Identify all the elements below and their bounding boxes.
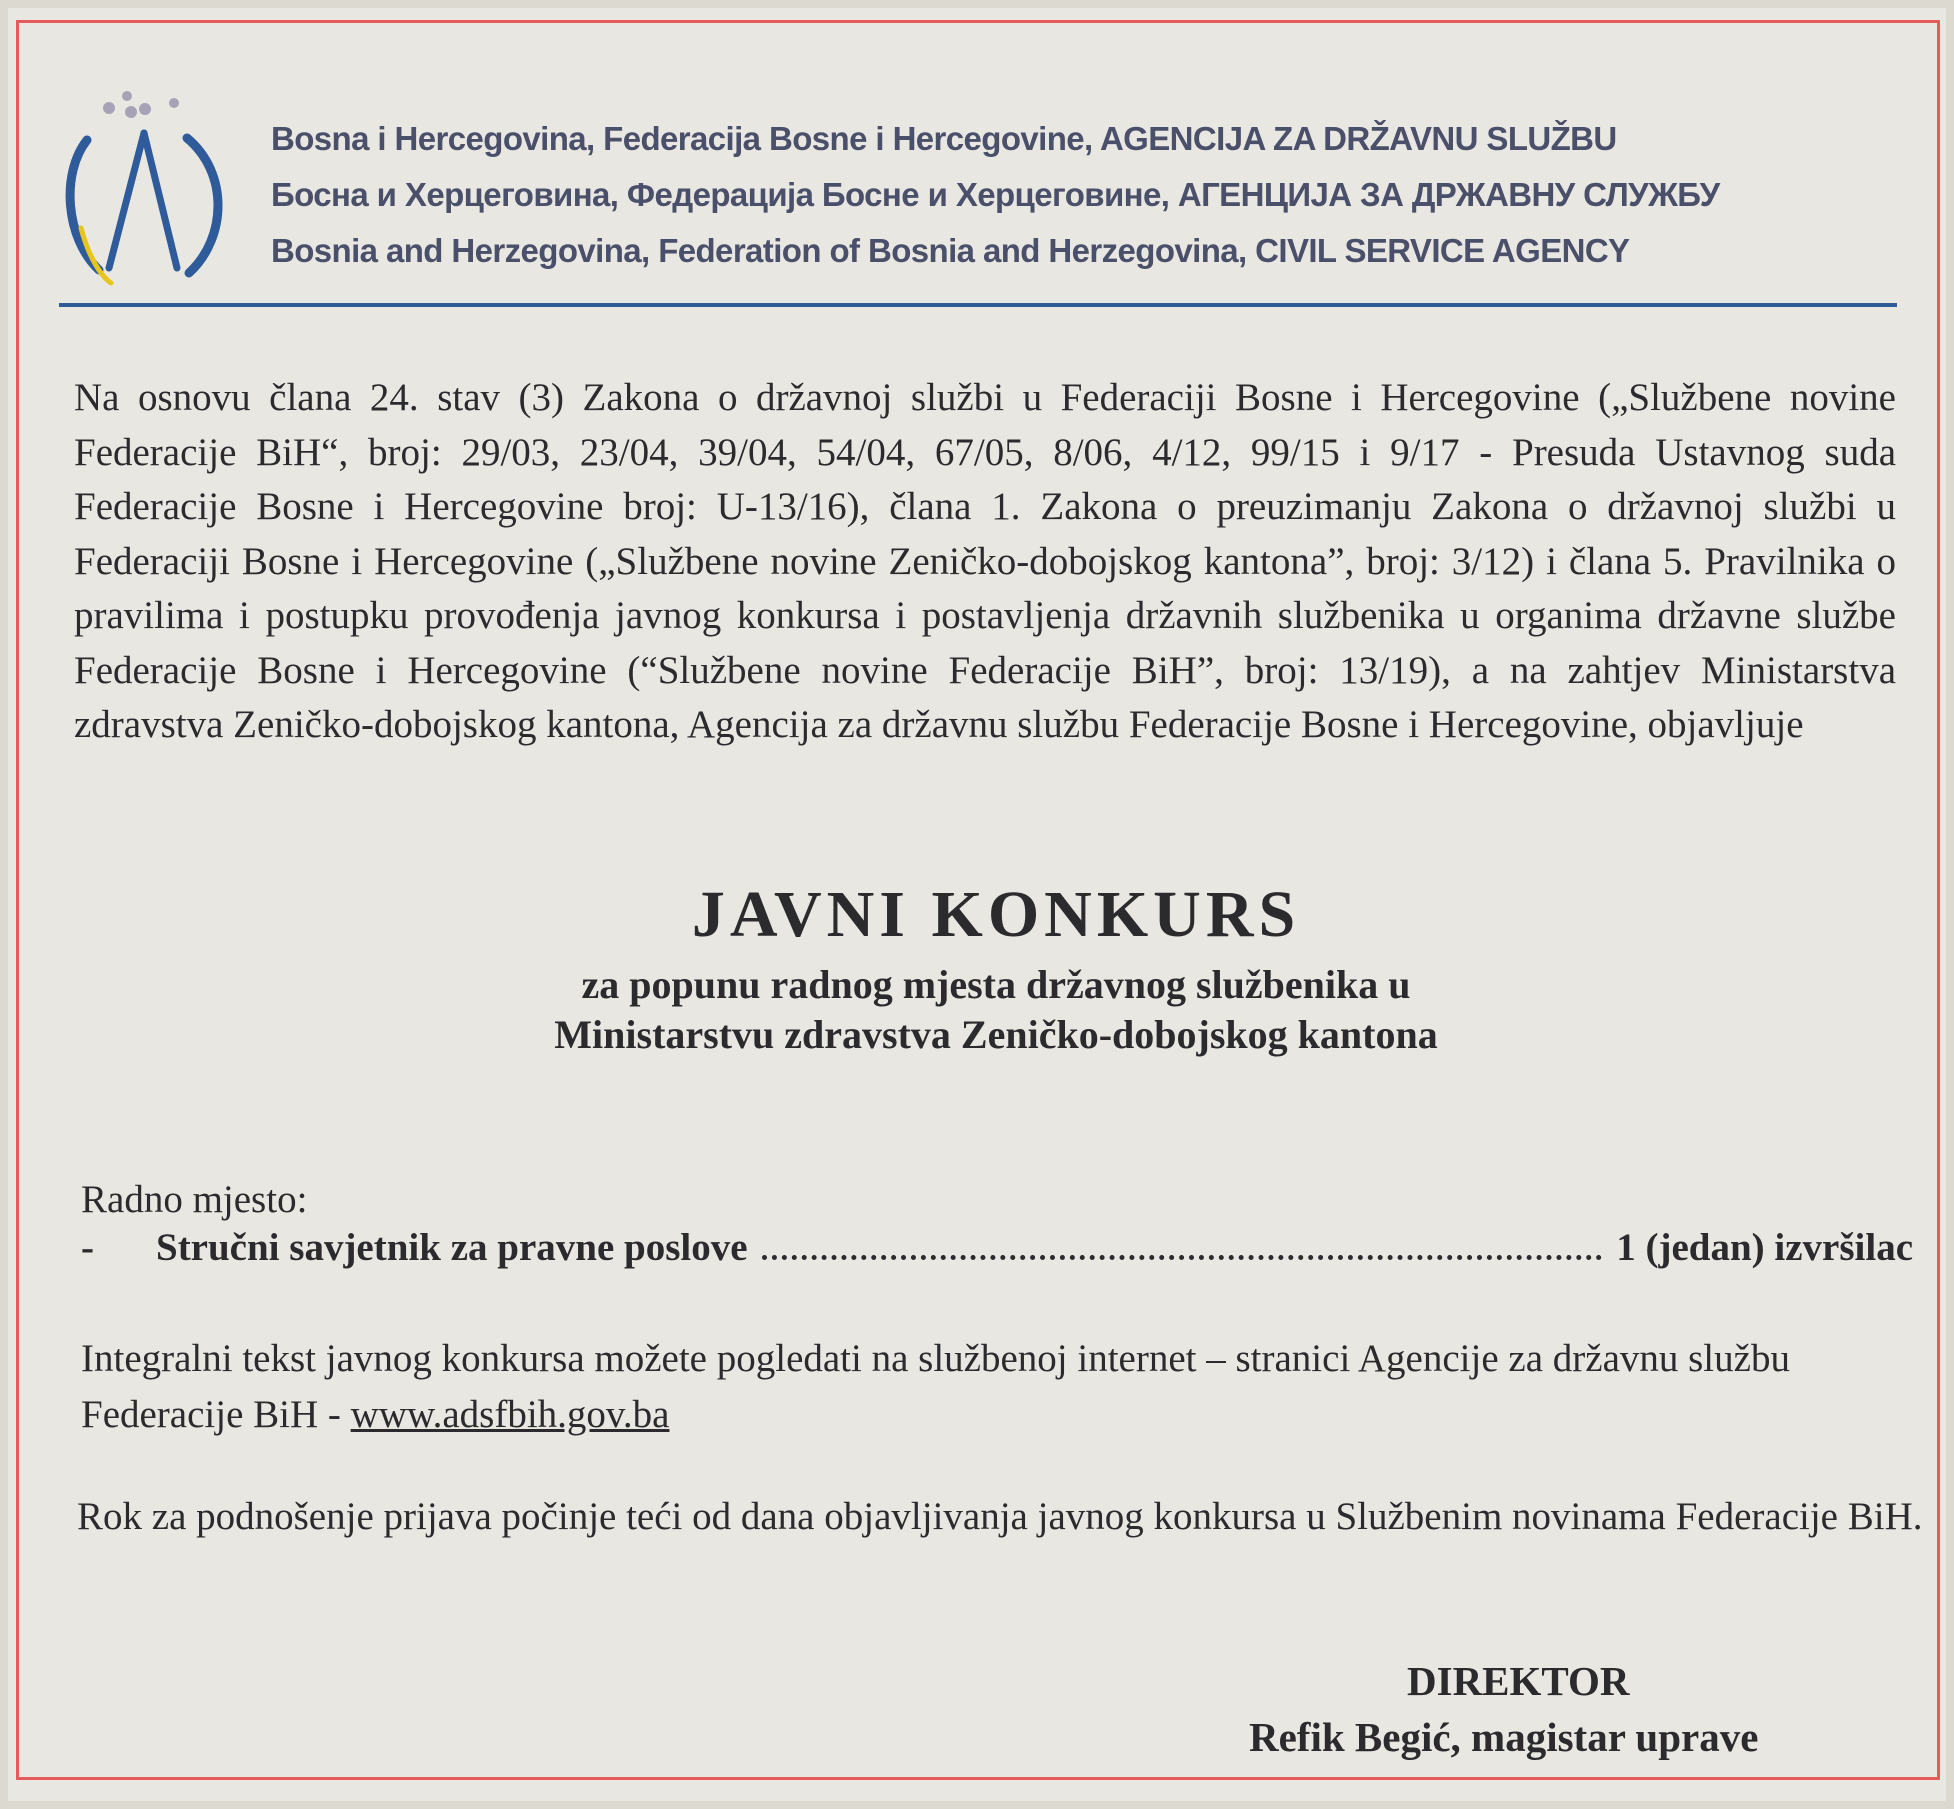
announcement-subtitle-line-1: za popunu radnog mjesta državnog službenika u — [581, 962, 1411, 1007]
position-name: Stručni savjetnik za pravne poslove — [156, 1226, 748, 1269]
position-bullet: - — [81, 1226, 94, 1269]
header-line-serbian: Босна и Херцеговина, Федерација Босне и Херцеговине, АГЕНЦИЈА ЗА ДРЖАВНУ СЛУЖБУ — [271, 176, 1720, 213]
integral-text-paragraph — [81, 1331, 1921, 1443]
dotted-leader — [762, 1227, 1603, 1260]
announcement-frame — [16, 20, 1940, 1780]
newspaper-page — [8, 8, 1946, 1801]
announcement-title: JAVNI KONKURS — [691, 878, 1301, 951]
signature-role: DIREKTOR — [1407, 1658, 1630, 1704]
intro-paragraph: Na osnovu člana 24. stav (3) Zakona o državnoj službi u Federaciji Bosne i Hercegovine („Službene novine Federacije BiH“, broj: 29/03, 23/04, 39/04, 54/04, 67/05, 8/06, 4/12, 99/15 i 9/17 - Presuda Ustavnog suda Federacije Bosne i Hercegovine broj: U-13/16), člana 1. Zakona o preuzimanju Zakona o državnoj službi u Federaciji Bosne i Hercegovine („Službene novine Zeničko-dobojskog kantona”, broj: 3/12) i člana 5. Pravilnika o pravilima i postupku provođenja javnog konkursa i postavljenja državnih službenika u organima državne službe Federacije Bosne i Hercegovine (“Službene novine Federacije BiH”, broj: 13/19), a na zahtjev Ministarstva zdravstva Zeničko-dobojskog kantona, Agencija za državnu službu Federacije Bosne i Hercegovine, objavljuje — [74, 376, 1896, 746]
deadline-paragraph: Rok za podnošenje prijava počinje teći od dana objavljivanja javnog konkursa u Službenim novinama Federacije BiH. — [77, 1495, 1923, 1538]
header-rule — [59, 303, 1897, 307]
position-count: 1 (jedan) izvršilac — [1616, 1226, 1913, 1269]
agency-logo-icon — [59, 78, 229, 293]
integral-text: Integralni tekst javnog konkursa možete pogledati na službenoj internet – stranici Agencije za državnu službu Federacije BiH - — [81, 1337, 1790, 1436]
position-row — [81, 1225, 1913, 1277]
announcement-subtitle-line-2: Ministarstvu zdravstva Zeničko-dobojskog kantona — [554, 1012, 1438, 1057]
header-line-bosnian: Bosna i Hercegovina, Federacija Bosne i Hercegovine, AGENCIJA ZA DRŽAVNU SLUŽBU — [271, 120, 1617, 157]
position-label: Radno mjesto: — [81, 1178, 308, 1221]
agency-website-link[interactable]: www.adsfbih.gov.ba — [350, 1393, 670, 1436]
signature-name: Refik Begić, magistar uprave — [1249, 1714, 1759, 1760]
header-line-english: Bosnia and Herzegovina, Federation of Bosnia and Herzegovina, CIVIL SERVICE AGENCY — [271, 232, 1630, 269]
agency-header — [271, 111, 1720, 279]
